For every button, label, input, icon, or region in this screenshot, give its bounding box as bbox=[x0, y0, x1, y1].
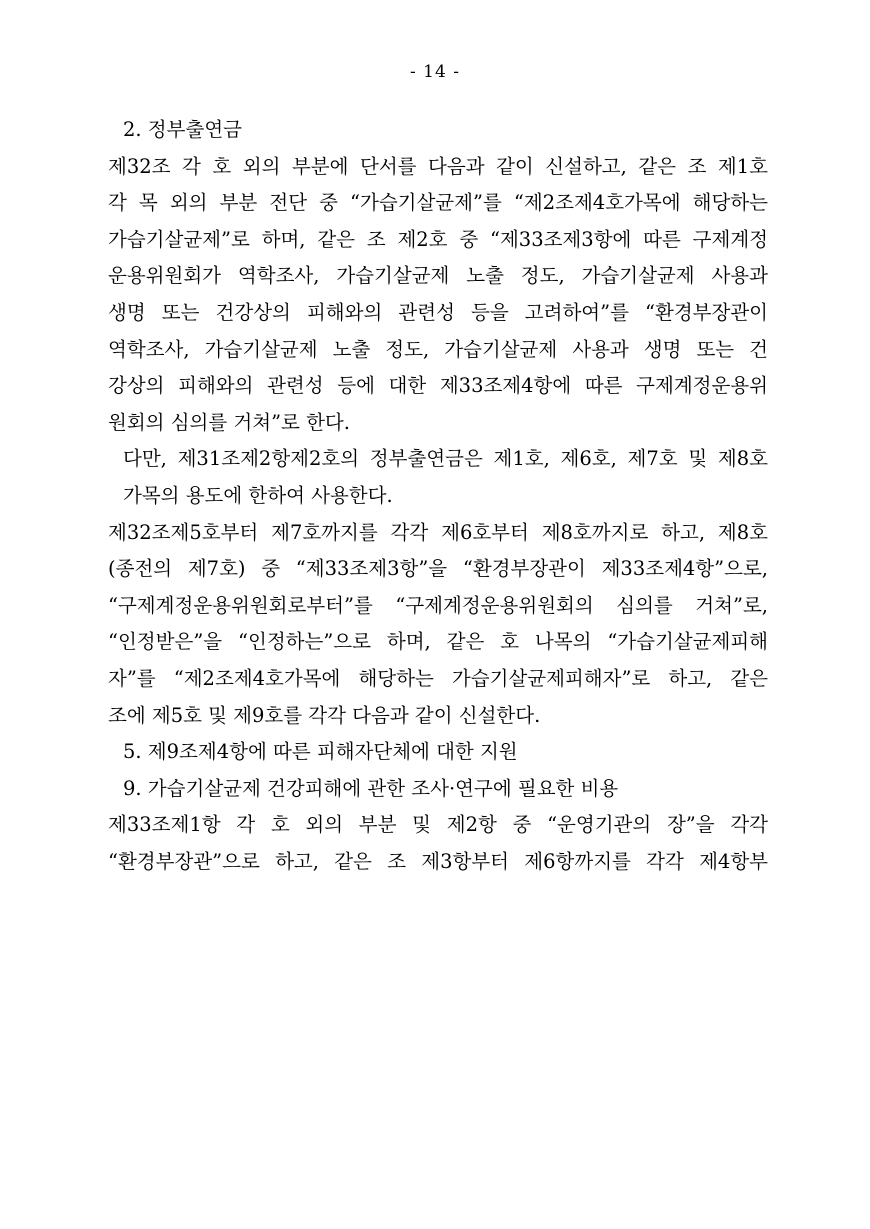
text-line: 다만, 제31조제2항제2호의 정부출연금은 제1호, 제6호, 제7호 및 제8호 bbox=[123, 447, 768, 471]
text-line: 원회의 심의를 거쳐”로 한다. bbox=[108, 410, 350, 434]
text-line: 제32조 각 호 외의 부분에 단서를 다음과 같이 신설하고, 같은 조 제1호 bbox=[108, 154, 768, 178]
text-line: (종전의 제7호) 중 “제33조제3항”을 “환경부장관이 제33조제4항”으로, bbox=[108, 557, 768, 581]
text-line: 운용위원회가 역학조사, 가습기살균제 노출 정도, 가습기살균제 사용과 bbox=[108, 264, 768, 288]
section-heading: 2. 정부출연금 bbox=[123, 118, 242, 141]
list-item: 9. 가습기살균제 건강피해에 관한 조사·연구에 필요한 비용 bbox=[123, 776, 619, 800]
text-line: “환경부장관”으로 하고, 같은 조 제3항부터 제6항까지를 각각 제4항부 bbox=[108, 849, 768, 873]
text-line: “구제계정운용위원회로부터”를 “구제계정운용위원회의 심의를 거쳐”로, bbox=[108, 593, 768, 617]
list-item: 5. 제9조제4항에 따른 피해자단체에 대한 지원 bbox=[123, 740, 518, 764]
text-line: “인정받은”을 “인정하는”으로 하며, 같은 호 나목의 “가습기살균제피해 bbox=[108, 630, 768, 654]
document-body bbox=[108, 112, 768, 880]
text-line: 가목의 용도에 한하여 사용한다. bbox=[123, 483, 393, 507]
text-line: 제32조제5호부터 제7호까지를 각각 제6호부터 제8호까지로 하고, 제8호 bbox=[108, 520, 768, 544]
text-line: 생명 또는 건강상의 피해와의 관련성 등을 고려하여”를 “환경부장관이 bbox=[108, 300, 768, 324]
text-line: 자”를 “제2조제4호가목에 해당하는 가습기살균제피해자”로 하고, 같은 bbox=[108, 666, 768, 690]
text-line: 각 목 외의 부분 전단 중 “가습기살균제”를 “제2조제4호가목에 해당하는 bbox=[108, 191, 768, 215]
text-line: 강상의 피해와의 관련성 등에 대한 제33조제4항에 따른 구제계정운용위 bbox=[108, 374, 768, 398]
text-line: 역학조사, 가습기살균제 노출 정도, 가습기살균제 사용과 생명 또는 건 bbox=[108, 337, 768, 361]
text-line: 가습기살균제”로 하며, 같은 조 제2호 중 “제33조제3항에 따른 구제계정 bbox=[108, 227, 768, 251]
page-number: - 14 - bbox=[410, 62, 460, 82]
text-line: 제33조제1항 각 호 외의 부분 및 제2항 중 “운영기관의 장”을 각각 bbox=[108, 813, 768, 837]
text-line: 조에 제5호 및 제9호를 각각 다음과 같이 신설한다. bbox=[108, 703, 541, 727]
